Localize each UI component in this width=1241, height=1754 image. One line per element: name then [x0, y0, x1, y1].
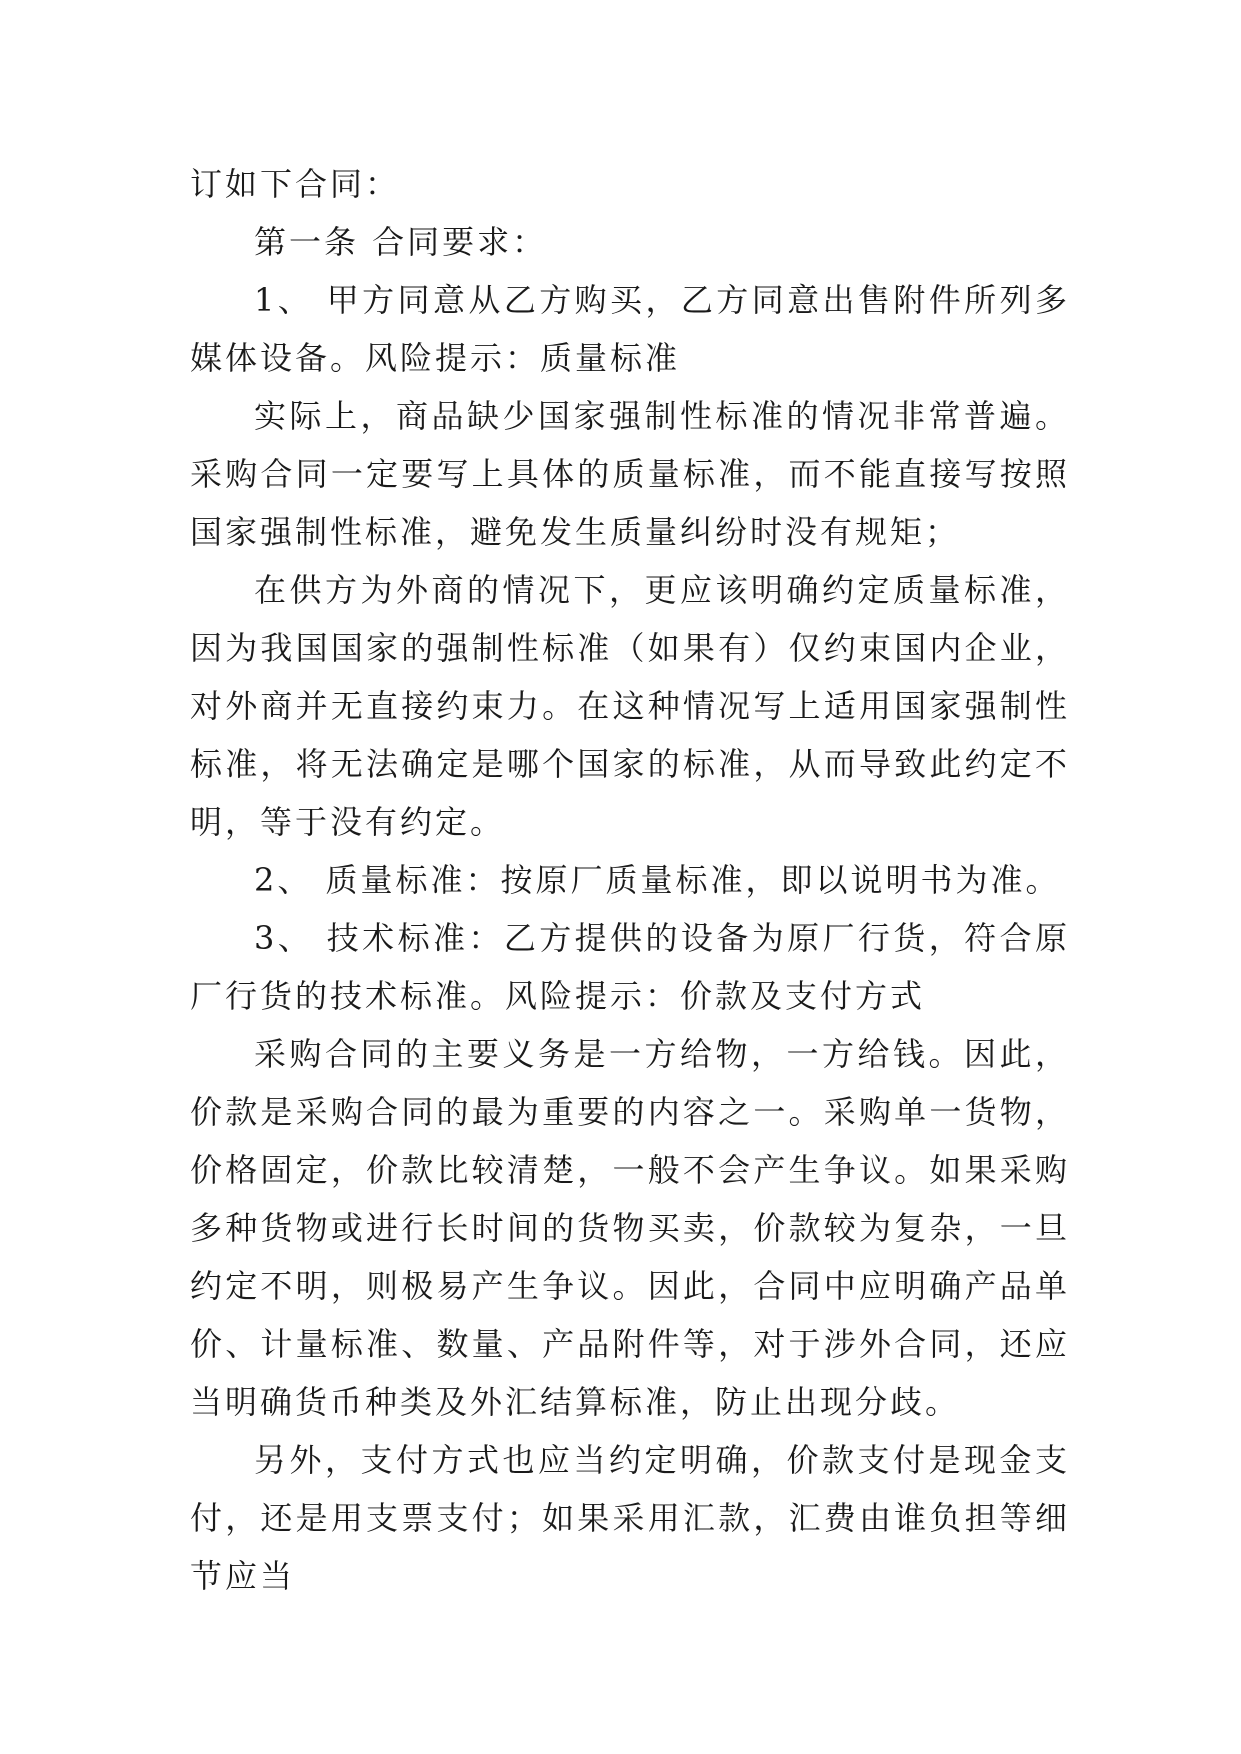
paragraph-4: 在供方为外商的情况下，更应该明确约定质量标准，因为我国国家的强制性标准（如果有）仅约束国内企业，对外商并无直接约束力。在这种情况写上适用国家强制性标准，将无法确定是哪个国家的标准，从而导致此约定不明，等于没有约定。	[190, 571, 1070, 841]
paragraph-3: 实际上，商品缺少国家强制性标准的情况非常普遍。采购合同一定要写上具体的质量标准，而不能直接写按照国家强制性标准，避免发生质量纠纷时没有规矩；	[190, 397, 1070, 551]
paragraph-1: 第一条 合同要求：	[254, 223, 548, 261]
paragraph-8: 另外，支付方式也应当约定明确，价款支付是现金支付，还是用支票支付；如果采用汇款，汇费由谁负担等细节应当	[190, 1441, 1070, 1595]
paragraph-5: 2、 质量标准：按原厂质量标准，即以说明书为准。	[254, 861, 1061, 899]
paragraph-0: 订如下合同：	[190, 165, 401, 203]
paragraph-7: 采购合同的主要义务是一方给物，一方给钱。因此，价款是采购合同的最为重要的内容之一。采购单一货物，价格固定，价款比较清楚，一般不会产生争议。如果采购多种货物或进行长时间的货物买卖，价款较为复杂，一旦约定不明，则极易产生争议。因此，合同中应明确产品单价、计量标准、数量、产品附件等，对于涉外合同，还应当明确货币种类及外汇结算标准，防止出现分歧。	[190, 1035, 1070, 1421]
paragraph-2: 1、 甲方同意从乙方购买，乙方同意出售附件所列多媒体设备。风险提示：质量标准	[190, 281, 1070, 377]
paragraph-6: 3、 技术标准：乙方提供的设备为原厂行货，符合原厂行货的技术标准。风险提示：价款及支付方式	[190, 919, 1070, 1015]
document-body	[190, 155, 1070, 1605]
